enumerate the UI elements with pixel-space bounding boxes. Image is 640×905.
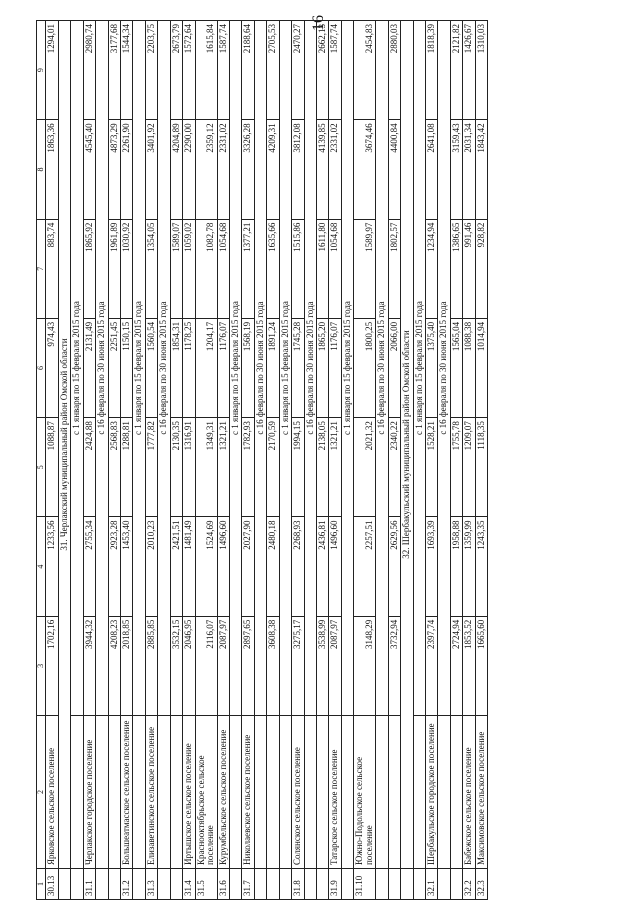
empty-cell	[401, 869, 413, 900]
row-number: 32.2	[463, 869, 475, 900]
row-number	[170, 869, 182, 900]
value-cell: 2290,00	[183, 120, 195, 219]
value-cell: 2641,08	[425, 120, 437, 219]
period-heading: с 16 февраля по 30 июня 2015 года	[376, 21, 388, 716]
row-number: 31.3	[145, 869, 157, 900]
value-cell: 1496,60	[217, 517, 229, 616]
period-heading: с 16 февраля по 30 июня 2015 года	[438, 21, 450, 716]
value-cell: 1375,40	[425, 318, 437, 417]
value-cell: 2755,34	[83, 517, 95, 616]
table-row	[388, 21, 400, 900]
empty-cell	[376, 716, 388, 869]
table-row	[267, 21, 279, 900]
table-row	[292, 21, 304, 900]
value-cell: 1349,31	[195, 418, 217, 517]
value-cell: 1994,15	[292, 418, 304, 517]
value-cell: 2268,93	[292, 517, 304, 616]
row-number: 31.1	[83, 869, 95, 900]
section-heading: 31. Черлакский муниципальный район Омской области	[58, 21, 70, 869]
value-cell: 2885,85	[145, 616, 157, 715]
value-cell: 2923,28	[108, 517, 120, 616]
value-cell: 1359,99	[463, 517, 475, 616]
value-cell: 2421,51	[170, 517, 182, 616]
table-row	[183, 21, 195, 900]
table-row	[450, 21, 462, 900]
value-cell: 2897,65	[242, 616, 254, 715]
value-cell: 1589,07	[170, 219, 182, 318]
value-cell: 1030,92	[121, 219, 133, 318]
period-heading: с 16 февраля по 30 июня 2015 года	[96, 21, 108, 716]
empty-cell	[58, 869, 70, 900]
period-heading: с 1 января по 15 февраля 2015 года	[133, 21, 145, 716]
row-number: 31.8	[292, 869, 304, 900]
value-cell: 1524,69	[195, 517, 217, 616]
value-cell: 2018,85	[121, 616, 133, 715]
column-number: 3	[37, 616, 46, 715]
empty-cell	[229, 869, 241, 900]
value-cell: 2331,02	[217, 120, 229, 219]
value-cell: 1209,07	[463, 418, 475, 517]
value-cell: 2251,45	[108, 318, 120, 417]
value-cell: 2261,90	[121, 120, 133, 219]
value-cell: 1176,07	[329, 318, 341, 417]
value-cell: 2021,32	[354, 418, 376, 517]
value-cell: 1204,17	[195, 318, 217, 417]
value-cell: 2705,53	[267, 21, 279, 120]
row-number	[267, 869, 279, 900]
row-number: 31.2	[121, 869, 133, 900]
settlement-name: Большеатмасское сельское поселение	[121, 716, 133, 869]
table-row	[475, 21, 487, 900]
value-cell: 1288,81	[121, 418, 133, 517]
value-cell: 1665,60	[475, 616, 487, 715]
value-cell: 2980,74	[83, 21, 95, 120]
value-cell: 1321,21	[217, 418, 229, 517]
settlement-name	[108, 716, 120, 869]
value-cell: 1755,78	[450, 418, 462, 517]
value-cell: 1782,93	[242, 418, 254, 517]
period-row	[304, 21, 316, 900]
value-cell: 1863,36	[46, 120, 58, 219]
table-row	[463, 21, 475, 900]
value-cell: 1589,97	[354, 219, 376, 318]
empty-cell	[254, 716, 266, 869]
value-cell: 1693,39	[425, 517, 437, 616]
value-cell: 1572,64	[183, 21, 195, 120]
value-cell: 1818,39	[425, 21, 437, 120]
value-cell: 4139,85	[317, 120, 329, 219]
empty-cell	[71, 869, 83, 900]
value-cell: 2130,35	[170, 418, 182, 517]
period-row	[376, 21, 388, 900]
empty-cell	[158, 869, 170, 900]
value-cell: 4204,89	[170, 120, 182, 219]
empty-cell	[133, 716, 145, 869]
settlement-name: Иртышское сельское поселение	[183, 716, 195, 869]
value-cell: 1178,25	[183, 318, 195, 417]
value-cell: 2424,88	[83, 418, 95, 517]
value-cell: 2027,90	[242, 517, 254, 616]
empty-cell	[279, 869, 291, 900]
table-row	[145, 21, 157, 900]
value-cell: 1611,80	[317, 219, 329, 318]
column-number: 8	[37, 120, 46, 219]
table-row	[354, 21, 376, 900]
column-number: 7	[37, 219, 46, 318]
value-cell: 1014,94	[475, 318, 487, 417]
empty-cell	[71, 716, 83, 869]
settlement-name: Елизаветинское сельское поселение	[145, 716, 157, 869]
value-cell: 4400,84	[388, 120, 400, 219]
value-cell: 883,74	[46, 219, 58, 318]
empty-cell	[438, 716, 450, 869]
value-cell: 1059,02	[183, 219, 195, 318]
value-cell: 2116,07	[195, 616, 217, 715]
table-row	[217, 21, 229, 900]
settlement-name: Черлакское городское поселение	[83, 716, 95, 869]
value-cell: 1054,68	[329, 219, 341, 318]
value-cell: 2121,82	[450, 21, 462, 120]
section-row	[58, 21, 70, 900]
value-cell: 4873,29	[108, 120, 120, 219]
value-cell: 4209,31	[267, 120, 279, 219]
value-cell: 1481,49	[183, 517, 195, 616]
value-cell: 3674,46	[354, 120, 376, 219]
row-number: 31.5	[195, 869, 217, 900]
value-cell: 1426,67	[463, 21, 475, 120]
value-cell: 1316,91	[183, 418, 195, 517]
value-cell: 4545,40	[83, 120, 95, 219]
rotated-table-page	[36, 20, 596, 900]
value-cell: 1528,21	[425, 418, 437, 517]
value-cell: 1800,25	[354, 318, 376, 417]
period-row	[71, 21, 83, 900]
row-number: 32.1	[425, 869, 437, 900]
empty-cell	[133, 869, 145, 900]
value-cell: 3275,17	[292, 616, 304, 715]
value-cell: 2724,94	[450, 616, 462, 715]
empty-cell	[341, 716, 353, 869]
empty-cell	[304, 716, 316, 869]
value-cell: 1587,74	[217, 21, 229, 120]
value-cell: 1453,40	[121, 517, 133, 616]
value-cell: 2188,64	[242, 21, 254, 120]
row-number: 30.13	[46, 869, 58, 900]
value-cell: 974,43	[46, 318, 58, 417]
value-cell: 2170,59	[267, 418, 279, 517]
table-row	[121, 21, 133, 900]
value-cell: 3944,32	[83, 616, 95, 715]
table-row	[83, 21, 95, 900]
value-cell: 1054,68	[217, 219, 229, 318]
period-row	[413, 21, 425, 900]
value-cell: 1150,15	[121, 318, 133, 417]
settlement-name: Солянское сельское поселение	[292, 716, 304, 869]
value-cell: 1354,05	[145, 219, 157, 318]
row-number: 32.3	[475, 869, 487, 900]
row-number: 31.6	[217, 869, 229, 900]
column-number: 6	[37, 318, 46, 417]
value-cell: 2087,97	[329, 616, 341, 715]
value-cell: 2131,49	[83, 318, 95, 417]
period-heading: с 1 января по 15 февраля 2015 года	[71, 21, 83, 716]
value-cell: 2480,18	[267, 517, 279, 616]
value-cell: 2010,23	[145, 517, 157, 616]
empty-cell	[96, 716, 108, 869]
value-cell: 2087,97	[217, 616, 229, 715]
period-row	[229, 21, 241, 900]
empty-cell	[279, 716, 291, 869]
row-number	[317, 869, 329, 900]
value-cell: 4208,23	[108, 616, 120, 715]
settlement-name: Шербакульское городское поселение	[425, 716, 437, 869]
settlement-name	[170, 716, 182, 869]
value-cell: 1853,52	[463, 616, 475, 715]
table-row	[329, 21, 341, 900]
value-cell: 1865,92	[83, 219, 95, 318]
row-number	[108, 869, 120, 900]
value-cell: 1321,21	[329, 418, 341, 517]
settlement-name: Ярковское сельское поселение	[46, 716, 58, 869]
period-row	[254, 21, 266, 900]
value-cell: 2340,22	[388, 418, 400, 517]
empty-cell	[158, 716, 170, 869]
settlement-name	[450, 716, 462, 869]
table-body	[37, 21, 488, 900]
value-cell: 1386,65	[450, 219, 462, 318]
value-cell: 2203,75	[145, 21, 157, 120]
table-row	[195, 21, 217, 900]
settlement-name: Курумбельское сельское поселение	[217, 716, 229, 869]
value-cell: 1702,16	[46, 616, 58, 715]
value-cell: 1377,21	[242, 219, 254, 318]
value-cell: 3812,08	[292, 120, 304, 219]
page-number: 16	[310, 15, 327, 31]
settlement-name: Южно-Подольское сельское поселение	[354, 716, 376, 869]
value-cell: 2454,83	[354, 21, 376, 120]
empty-cell	[438, 869, 450, 900]
value-cell: 1515,86	[292, 219, 304, 318]
settlement-name: Татарское сельское поселение	[329, 716, 341, 869]
value-cell: 2331,02	[329, 120, 341, 219]
value-cell: 1082,78	[195, 219, 217, 318]
value-cell: 2662,13	[317, 21, 329, 120]
value-cell: 1777,82	[145, 418, 157, 517]
value-cell: 3159,43	[450, 120, 462, 219]
value-cell: 928,82	[475, 219, 487, 318]
table-row	[170, 21, 182, 900]
value-cell: 2397,74	[425, 616, 437, 715]
section-row	[401, 21, 413, 900]
value-cell: 2880,03	[388, 21, 400, 120]
value-cell: 2673,79	[170, 21, 182, 120]
value-cell: 2066,00	[388, 318, 400, 417]
row-number	[450, 869, 462, 900]
empty-cell	[413, 716, 425, 869]
value-cell: 3732,94	[388, 616, 400, 715]
value-cell: 2257,51	[354, 517, 376, 616]
settlement-name	[317, 716, 329, 869]
value-cell: 2629,56	[388, 517, 400, 616]
value-cell: 1233,56	[46, 517, 58, 616]
value-cell: 1088,87	[46, 418, 58, 517]
value-cell: 1568,19	[242, 318, 254, 417]
row-number: 31.7	[242, 869, 254, 900]
column-number: 2	[37, 716, 46, 869]
empty-cell	[254, 869, 266, 900]
tariff-table	[36, 20, 488, 900]
period-row	[438, 21, 450, 900]
value-cell: 1865,20	[317, 318, 329, 417]
value-cell: 1891,24	[267, 318, 279, 417]
value-cell: 1802,57	[388, 219, 400, 318]
row-number: 31.4	[183, 869, 195, 900]
value-cell: 1294,01	[46, 21, 58, 120]
value-cell: 2436,81	[317, 517, 329, 616]
period-heading: с 1 января по 15 февраля 2015 года	[279, 21, 291, 716]
period-row	[279, 21, 291, 900]
value-cell: 1560,54	[145, 318, 157, 417]
table-row	[317, 21, 329, 900]
value-cell: 1088,38	[463, 318, 475, 417]
column-number: 5	[37, 418, 46, 517]
row-number: 31.9	[329, 869, 341, 900]
value-cell: 1961,89	[108, 219, 120, 318]
value-cell: 1118,35	[475, 418, 487, 517]
empty-cell	[341, 869, 353, 900]
empty-cell	[376, 869, 388, 900]
value-cell: 2031,34	[463, 120, 475, 219]
value-cell: 991,46	[463, 219, 475, 318]
settlement-name	[267, 716, 279, 869]
column-number: 9	[37, 21, 46, 120]
value-cell: 1843,42	[475, 120, 487, 219]
column-number: 1	[37, 869, 46, 900]
value-cell: 1310,03	[475, 21, 487, 120]
empty-cell	[229, 716, 241, 869]
empty-cell	[413, 869, 425, 900]
value-cell: 1544,34	[121, 21, 133, 120]
section-heading: 32. Шербакульский муниципальный район Омской области	[401, 21, 413, 869]
table-row	[108, 21, 120, 900]
value-cell: 3326,28	[242, 120, 254, 219]
value-cell: 1176,07	[217, 318, 229, 417]
settlement-name: Бабежское сельское поселение	[463, 716, 475, 869]
value-cell: 3177,68	[108, 21, 120, 120]
value-cell: 3148,29	[354, 616, 376, 715]
value-cell: 3401,92	[145, 120, 157, 219]
period-row	[341, 21, 353, 900]
value-cell: 1854,31	[170, 318, 182, 417]
period-row	[158, 21, 170, 900]
value-cell: 1243,35	[475, 517, 487, 616]
period-heading: с 1 января по 15 февраля 2015 года	[341, 21, 353, 716]
column-number: 4	[37, 517, 46, 616]
value-cell: 1615,84	[195, 21, 217, 120]
table-row	[425, 21, 437, 900]
value-cell: 3538,99	[317, 616, 329, 715]
period-heading: с 16 февраля по 30 июня 2015 года	[304, 21, 316, 716]
value-cell: 3608,38	[267, 616, 279, 715]
settlement-name: Краснооктябрьское сельское поселение	[195, 716, 217, 869]
value-cell: 2138,05	[317, 418, 329, 517]
table-row	[242, 21, 254, 900]
value-cell: 1587,74	[329, 21, 341, 120]
value-cell: 1745,28	[292, 318, 304, 417]
row-number: 31.10	[354, 869, 376, 900]
period-row	[96, 21, 108, 900]
row-number	[388, 869, 400, 900]
value-cell: 1565,04	[450, 318, 462, 417]
value-cell: 2470,27	[292, 21, 304, 120]
table-row	[46, 21, 58, 900]
value-cell: 2359,12	[195, 120, 217, 219]
settlement-name: Максимовское сельское поселение	[475, 716, 487, 869]
value-cell: 2568,83	[108, 418, 120, 517]
value-cell: 1234,94	[425, 219, 437, 318]
period-heading: с 1 января по 15 февраля 2015 года	[229, 21, 241, 716]
period-row	[133, 21, 145, 900]
value-cell: 3532,15	[170, 616, 182, 715]
period-heading: с 1 января по 15 февраля 2015 года	[413, 21, 425, 716]
empty-cell	[304, 869, 316, 900]
column-number-row	[37, 21, 46, 900]
period-heading: с 16 февраля по 30 июня 2015 года	[254, 21, 266, 716]
empty-cell	[96, 869, 108, 900]
period-heading: с 16 февраля по 30 июня 2015 года	[158, 21, 170, 716]
settlement-name: Николаевское сельское поселение	[242, 716, 254, 869]
settlement-name	[388, 716, 400, 869]
value-cell: 2046,95	[183, 616, 195, 715]
value-cell: 1958,88	[450, 517, 462, 616]
value-cell: 1635,66	[267, 219, 279, 318]
value-cell: 1496,60	[329, 517, 341, 616]
